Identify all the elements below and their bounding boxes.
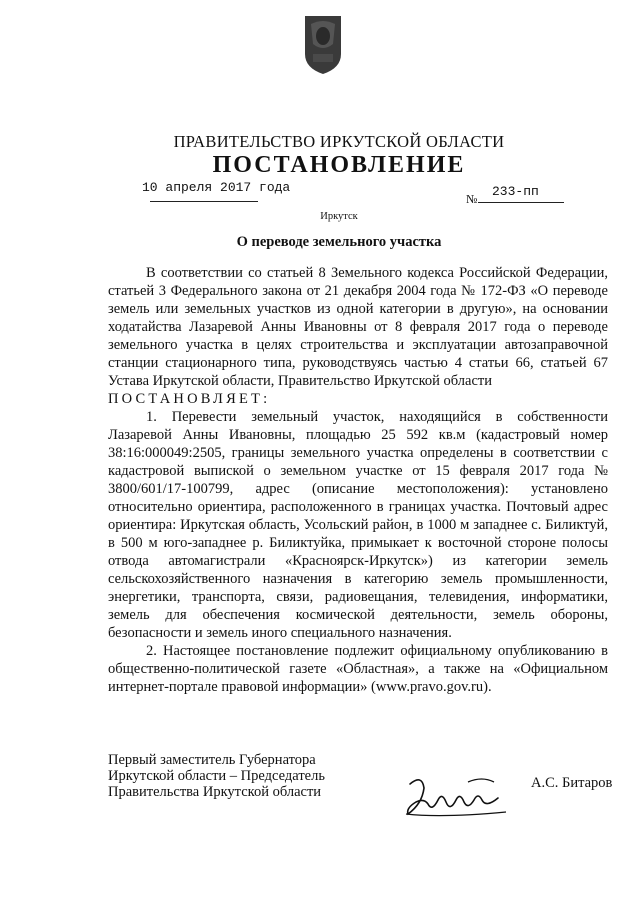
coat-of-arms-icon [303,14,343,76]
signatory-position [108,752,325,800]
government-name: ПРАВИТЕЛЬСТВО ИРКУТСКОЙ ОБЛАСТИ [173,132,505,151]
item-2-paragraph: 2. Настоящее постановление подлежит официальному опубликованию в общественно-политической газете «Областная», а также на «Официальном интернет-портале правовой информации» (www.pravo.gov.ru). [108,643,608,695]
position-line: Иркутской области – Председатель [108,768,325,784]
document-type: ПОСТАНОВЛЕНИЕ [212,152,466,178]
signatory-name: А.С. Битаров [531,775,613,791]
document-city: Иркутск [320,211,358,222]
resolves-heading: ПОСТАНОВЛЯЕТ: [108,391,271,407]
number-sign: № [466,192,478,206]
handwritten-signature-icon [402,770,512,820]
preamble-paragraph: В соответствии со статьей 8 Земельного кодекса Российской Федерации, статьей 3 Федерального закона от 21 декабря 2004 года № 172-ФЗ «О переводе земель или земельных участков из одной категории в другую», на основании ходатайства Лазаревой Анны Ивановны от 8 февраля 2017 года о переводе земельного участка в целях строительства и эксплуатации автозаправочной станции стационарного типа, руководствуясь частью 4 статьи 66, статьей 67 Устава Иркутской области, Правительство Иркутской области [108,265,608,389]
position-line: Правительства Иркутской области [108,784,322,800]
document-number: 233-пп [492,184,539,199]
document-date: 10 апреля 2017 года [142,180,291,195]
document-subject: О переводе земельного участка [236,234,442,250]
item-1-paragraph: 1. Перевести земельный участок, находящийся в собственности Лазаревой Анны Ивановны, площадью 25 592 кв.м (кадастровый номер 38:16:000049:2505, границы земельного участка определены в соответствии с кадастровой выпиской о земельном участке от 15 февраля 2017 года № 3800/601/17-100799, адрес (описание местоположения): установлено относительно ориентира, расположенного в границах участка. Почтовый адрес ориентира: Иркутская область, Усольский район, в 1000 м западнее с. Биликтуй, в 500 м юго-западнее р. Биликтуйка, примыкает к восточной стороне полосы отвода автомагистрали «Красноярск-Иркутск») из категории земель сельскохозяйственного назначения в категорию земель промышленности, энергетики, транспорта, связи, радиовещания, телевидения, информатики, земель для обеспечения космической деятельности, земель обороны, безопасности и земель иного специального назначения. [108,409,608,641]
number-underline [478,202,564,203]
date-underline [150,201,258,202]
position-line: Первый заместитель Губернатора [108,752,316,768]
document-body [108,264,608,696]
